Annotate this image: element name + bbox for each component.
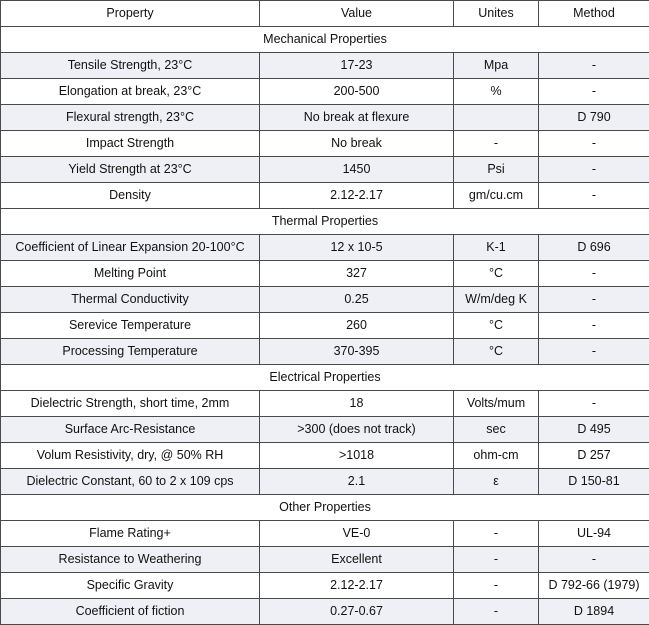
table-row bbox=[1, 521, 649, 547]
cell-unites: - bbox=[454, 573, 539, 599]
table-row bbox=[1, 183, 649, 209]
table-row bbox=[1, 79, 649, 105]
cell-method: - bbox=[539, 261, 649, 287]
cell-method: UL-94 bbox=[539, 521, 649, 547]
header-property: Property bbox=[1, 1, 260, 27]
cell-method: - bbox=[539, 547, 649, 573]
cell-property: Serevice Temperature bbox=[1, 313, 260, 339]
cell-method: - bbox=[539, 339, 649, 365]
table-row bbox=[1, 469, 649, 495]
cell-method: D 792-66 (1979) bbox=[539, 573, 649, 599]
table-row bbox=[1, 287, 649, 313]
cell-property: Melting Point bbox=[1, 261, 260, 287]
cell-value: >1018 bbox=[260, 443, 454, 469]
cell-unites: W/m/deg K bbox=[454, 287, 539, 313]
table-row bbox=[1, 443, 649, 469]
header-unites: Unites bbox=[454, 1, 539, 27]
cell-unites: % bbox=[454, 79, 539, 105]
cell-method: - bbox=[539, 313, 649, 339]
table-row bbox=[1, 157, 649, 183]
cell-property: Resistance to Weathering bbox=[1, 547, 260, 573]
cell-method: D 1894 bbox=[539, 599, 649, 625]
header-row bbox=[1, 1, 649, 27]
cell-method: D 696 bbox=[539, 235, 649, 261]
table-row bbox=[1, 391, 649, 417]
cell-property: Elongation at break, 23°C bbox=[1, 79, 260, 105]
table-row bbox=[1, 599, 649, 625]
cell-unites: - bbox=[454, 131, 539, 157]
cell-value: No break at flexure bbox=[260, 105, 454, 131]
cell-property: Tensile Strength, 23°C bbox=[1, 53, 260, 79]
cell-unites: °C bbox=[454, 339, 539, 365]
cell-property: Dielectric Constant, 60 to 2 x 109 cps bbox=[1, 469, 260, 495]
cell-unites: Volts/mum bbox=[454, 391, 539, 417]
cell-value: 327 bbox=[260, 261, 454, 287]
cell-method: D 150-81 bbox=[539, 469, 649, 495]
cell-unites: - bbox=[454, 547, 539, 573]
cell-method: - bbox=[539, 157, 649, 183]
cell-unites: - bbox=[454, 521, 539, 547]
cell-method: - bbox=[539, 287, 649, 313]
cell-value: Excellent bbox=[260, 547, 454, 573]
section-title: Mechanical Properties bbox=[1, 27, 649, 53]
cell-method: - bbox=[539, 391, 649, 417]
cell-value: 2.12-2.17 bbox=[260, 183, 454, 209]
cell-value: VE-0 bbox=[260, 521, 454, 547]
cell-unites: gm/cu.cm bbox=[454, 183, 539, 209]
cell-property: Density bbox=[1, 183, 260, 209]
cell-property: Coefficient of Linear Expansion 20-100°C bbox=[1, 235, 260, 261]
table-row bbox=[1, 573, 649, 599]
table-row bbox=[1, 235, 649, 261]
section-header-row bbox=[1, 27, 649, 53]
header-value: Value bbox=[260, 1, 454, 27]
cell-property: Impact Strength bbox=[1, 131, 260, 157]
cell-property: Volum Resistivity, dry, @ 50% RH bbox=[1, 443, 260, 469]
section-header-row bbox=[1, 209, 649, 235]
cell-unites: ε bbox=[454, 469, 539, 495]
table-row bbox=[1, 131, 649, 157]
cell-property: Processing Temperature bbox=[1, 339, 260, 365]
cell-unites: Psi bbox=[454, 157, 539, 183]
cell-property: Surface Arc-Resistance bbox=[1, 417, 260, 443]
cell-unites bbox=[454, 105, 539, 131]
section-title: Thermal Properties bbox=[1, 209, 649, 235]
table-row bbox=[1, 417, 649, 443]
cell-unites: °C bbox=[454, 313, 539, 339]
section-title: Other Properties bbox=[1, 495, 649, 521]
cell-property: Thermal Conductivity bbox=[1, 287, 260, 313]
cell-unites: °C bbox=[454, 261, 539, 287]
cell-unites: Mpa bbox=[454, 53, 539, 79]
cell-value: No break bbox=[260, 131, 454, 157]
properties-table-body bbox=[1, 1, 649, 625]
cell-method: - bbox=[539, 79, 649, 105]
cell-property: Specific Gravity bbox=[1, 573, 260, 599]
table-row bbox=[1, 313, 649, 339]
table-row bbox=[1, 547, 649, 573]
cell-value: >300 (does not track) bbox=[260, 417, 454, 443]
cell-value: 2.12-2.17 bbox=[260, 573, 454, 599]
header-method: Method bbox=[539, 1, 649, 27]
cell-method: - bbox=[539, 131, 649, 157]
table-row bbox=[1, 339, 649, 365]
cell-value: 0.25 bbox=[260, 287, 454, 313]
cell-value: 0.27-0.67 bbox=[260, 599, 454, 625]
cell-method: - bbox=[539, 53, 649, 79]
table-row bbox=[1, 261, 649, 287]
cell-value: 260 bbox=[260, 313, 454, 339]
cell-value: 18 bbox=[260, 391, 454, 417]
cell-property: Dielectric Strength, short time, 2mm bbox=[1, 391, 260, 417]
cell-unites: - bbox=[454, 599, 539, 625]
cell-unites: K-1 bbox=[454, 235, 539, 261]
cell-property: Flexural strength, 23°C bbox=[1, 105, 260, 131]
cell-unites: ohm-cm bbox=[454, 443, 539, 469]
cell-value: 370-395 bbox=[260, 339, 454, 365]
section-title: Electrical Properties bbox=[1, 365, 649, 391]
section-header-row bbox=[1, 365, 649, 391]
cell-value: 12 x 10-5 bbox=[260, 235, 454, 261]
table-row bbox=[1, 53, 649, 79]
table-row bbox=[1, 105, 649, 131]
cell-value: 200-500 bbox=[260, 79, 454, 105]
cell-method: - bbox=[539, 183, 649, 209]
cell-property: Yield Strength at 23°C bbox=[1, 157, 260, 183]
cell-method: D 495 bbox=[539, 417, 649, 443]
cell-value: 2.1 bbox=[260, 469, 454, 495]
cell-property: Coefficient of fiction bbox=[1, 599, 260, 625]
cell-value: 1450 bbox=[260, 157, 454, 183]
cell-method: D 257 bbox=[539, 443, 649, 469]
cell-value: 17-23 bbox=[260, 53, 454, 79]
section-header-row bbox=[1, 495, 649, 521]
cell-unites: sec bbox=[454, 417, 539, 443]
cell-property: Flame Rating+ bbox=[1, 521, 260, 547]
cell-method: D 790 bbox=[539, 105, 649, 131]
